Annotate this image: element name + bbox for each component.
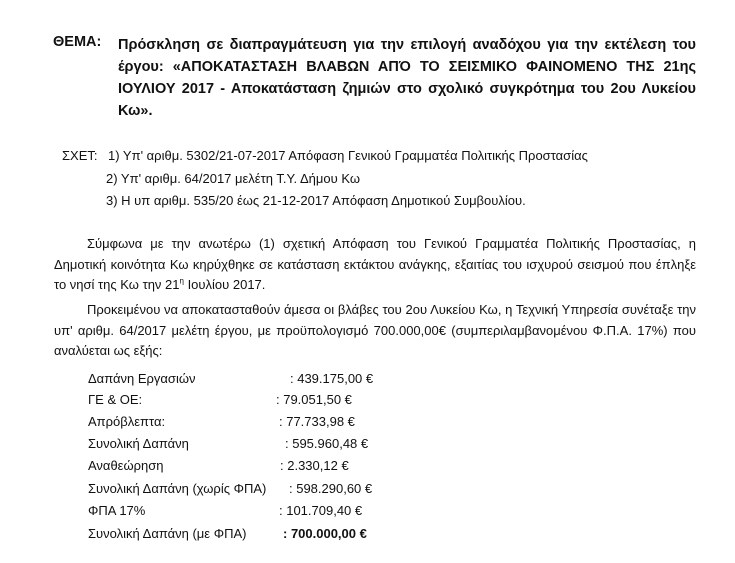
cost-label-ge-oe: ΓΕ & ΟΕ: (88, 392, 143, 407)
cost-label-total: Συνολική Δαπάνη (88, 436, 189, 451)
cost-label-total-with-vat: Συνολική Δαπάνη (με ΦΠΑ) (88, 526, 247, 541)
cost-value-works: : 439.175,00 € (290, 371, 374, 386)
cost-label-works: Δαπάνη Εργασιών (88, 371, 196, 386)
reference-item-1: 1) Υπ' αριθμ. 5302/21-07-2017 Απόφαση Γενικού Γραμματέα Πολιτικής Προστασίας (108, 148, 588, 163)
cost-value-vat: : 101.709,40 € (279, 503, 363, 518)
subject-label: ΘΕΜΑ: (53, 34, 102, 50)
reference-item-3: 3) Η υπ αριθμ. 535/20 έως 21-12-2017 Απόφαση Δημοτικού Συμβουλίου. (106, 193, 526, 208)
cost-value-total: : 595.960,48 € (285, 436, 369, 451)
paragraph-1-end: Ιουλίου 2017. (183, 277, 266, 292)
cost-value-total-with-vat: : 700.000,00 € (283, 526, 367, 541)
cost-label-total-without-vat: Συνολική Δαπάνη (χωρίς ΦΠΑ) (88, 481, 267, 496)
paragraph-2-text: Προκειμένου να αποκατασταθούν άμεσα οι βλάβες του 2ου Λυκείου Κω, η Τεχνική Υπηρεσία συνέταξε την υπ' αριθμ. 64/2017 μελέτη έργου, με προϋπολογισμό 700.000,00€ (συμπεριλαμβανομένου Φ.Π.Α. 17%) που αναλύεται ως εξής: (54, 302, 696, 358)
cost-value-total-without-vat: : 598.290,60 € (289, 481, 373, 496)
paragraph-1-superscript: η (179, 276, 184, 286)
cost-value-revision: : 2.330,12 € (280, 458, 349, 473)
subject-text: Πρόσκληση σε διαπραγμάτευση για την επιλογή αναδόχου για την εκτέλεση του έργου: «ΑΠΟΚΑΤΑΣΤΑΣΗ ΒΛΑΒΩΝ ΑΠΌ ΤΟ ΣΕΙΣΜΙΚΟ ΦΑΙΝΟΜΕΝΟ ΤΗΣ 21ης ΙΟΥΛΙΟΥ 2017 - Αποκατάσταση ζημιών στο σχολικό συγκρότημα του 2ου Λυκείου Κω». (118, 37, 696, 119)
references-label: ΣΧΕΤ: (62, 148, 98, 163)
paragraph-1 (54, 234, 696, 296)
paragraph-2 (54, 300, 696, 362)
cost-label-contingencies: Απρόβλεπτα: (88, 414, 166, 429)
cost-label-revision: Αναθεώρηση (88, 458, 164, 473)
cost-value-contingencies: : 77.733,98 € (279, 414, 355, 429)
reference-item-2: 2) Υπ' αριθμ. 64/2017 μελέτη Τ.Υ. Δήμου Κω (106, 171, 360, 186)
cost-label-vat: ΦΠΑ 17% (88, 503, 146, 518)
cost-value-ge-oe: : 79.051,50 € (276, 392, 352, 407)
paragraph-1-text: Σύμφωνα με την ανωτέρω (1) σχετική Απόφαση του Γενικού Γραμματέα Πολιτικής Προστασίας, η Δημοτική κοινότητα Κω κηρύχθηκε σε κατάσταση εκτάκτου ανάγκης, εξαιτίας του ισχυρού σεισμού που έπληξε το νησί της Κω την 21 (54, 236, 696, 292)
